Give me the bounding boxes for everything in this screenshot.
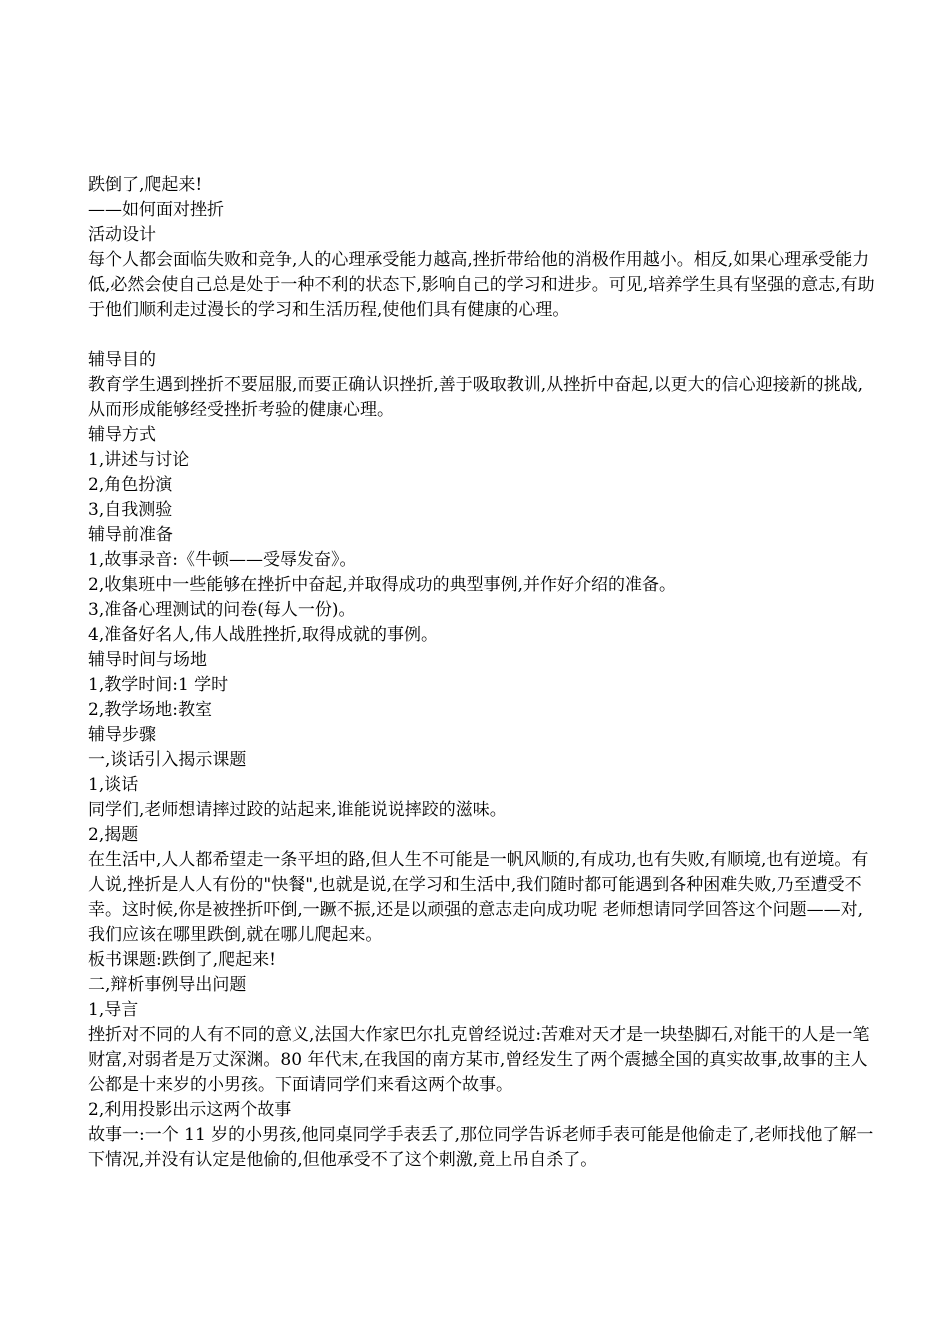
list-item: 2,收集班中一些能够在挫折中奋起,并取得成功的典型事例,并作好介绍的准备。 (88, 575, 677, 595)
document-subtitle: ——如何面对挫折 (88, 200, 224, 220)
section-heading-steps: 辅导步骤 (88, 725, 156, 745)
step-heading: 一,谈话引入揭示课题 (88, 750, 247, 770)
paragraph: 故事一:一个 11 岁的小男孩,他同桌同学手表丢了,那位同学告诉老师手表可能是他偷走了,老师找他了解一下情况,并没有认定是他偷的,但他承受不了这个刺激,竟上吊自杀了。 (88, 1125, 874, 1170)
step-heading: 二,辩析事例导出问题 (88, 975, 247, 995)
section-heading-preparation: 辅导前准备 (88, 525, 173, 545)
document-title: 跌倒了,爬起来! (88, 175, 203, 195)
sub-heading: 2,揭题 (88, 825, 139, 845)
sub-heading: 1,谈话 (88, 775, 139, 795)
paragraph: 同学们,老师想请摔过跤的站起来,谁能说说摔跤的滋味。 (88, 800, 507, 820)
section-heading-time-place: 辅导时间与场地 (88, 650, 207, 670)
paragraph: 在生活中,人人都希望走一条平坦的路,但人生不可能是一帆风顺的,有成功,也有失败,有顺境,也有逆境。有人说,挫折是人人有份的"快餐",也就是说,在学习和生活中,我们随时都可能遇到各种困难失败,乃至遭受不幸。这时候,你是被挫折吓倒,一蹶不振,还是以顽强的意志走向成功呢 老师想请同学回答这个问题——对,我们应该在哪里跌倒,就在哪儿爬起来。 (88, 850, 869, 945)
blank-line (88, 323, 878, 348)
paragraph-activity-design: 每个人都会面临失败和竞争,人的心理承受能力越高,挫折带给他的消极作用越小。相反,如果心理承受能力低,必然会使自己总是处于一种不利的状态下,影响自己的学习和进步。可见,培养学生具有坚强的意志,有助于他们顺利走过漫长的学习和生活历程,使他们具有健康的心理。 (88, 250, 875, 320)
sub-heading: 1,导言 (88, 1000, 139, 1020)
list-item: 1,教学时间:1 学时 (88, 675, 229, 695)
section-heading-goal: 辅导目的 (88, 350, 156, 370)
list-item: 2,角色扮演 (88, 475, 173, 495)
document-body (88, 173, 878, 1173)
paragraph: 挫折对不同的人有不同的意义,法国大作家巴尔扎克曾经说过:苦难对天才是一块垫脚石,对能干的人是一笔财富,对弱者是万丈深渊。80 年代末,在我国的南方某市,曾经发生了两个震撼全国的真实故事,故事的主人公都是十来岁的小男孩。下面请同学们来看这两个故事。 (88, 1025, 870, 1095)
list-item: 3,准备心理测试的问卷(每人一份)。 (88, 600, 356, 620)
sub-heading: 2,利用投影出示这两个故事 (88, 1100, 292, 1120)
list-item: 1,故事录音:《牛顿——受辱发奋》。 (88, 550, 357, 570)
paragraph: 板书课题:跌倒了,爬起来! (88, 950, 276, 970)
section-heading-activity-design: 活动设计 (88, 225, 156, 245)
list-item: 3,自我测验 (88, 500, 173, 520)
list-item: 1,讲述与讨论 (88, 450, 190, 470)
section-heading-method: 辅导方式 (88, 425, 156, 445)
paragraph-goal: 教育学生遇到挫折不要屈服,而要正确认识挫折,善于吸取教训,从挫折中奋起,以更大的信心迎接新的挑战,从而形成能够经受挫折考验的健康心理。 (88, 375, 864, 420)
list-item: 2,教学场地:教室 (88, 700, 212, 720)
list-item: 4,准备好名人,伟人战胜挫折,取得成就的事例。 (88, 625, 439, 645)
